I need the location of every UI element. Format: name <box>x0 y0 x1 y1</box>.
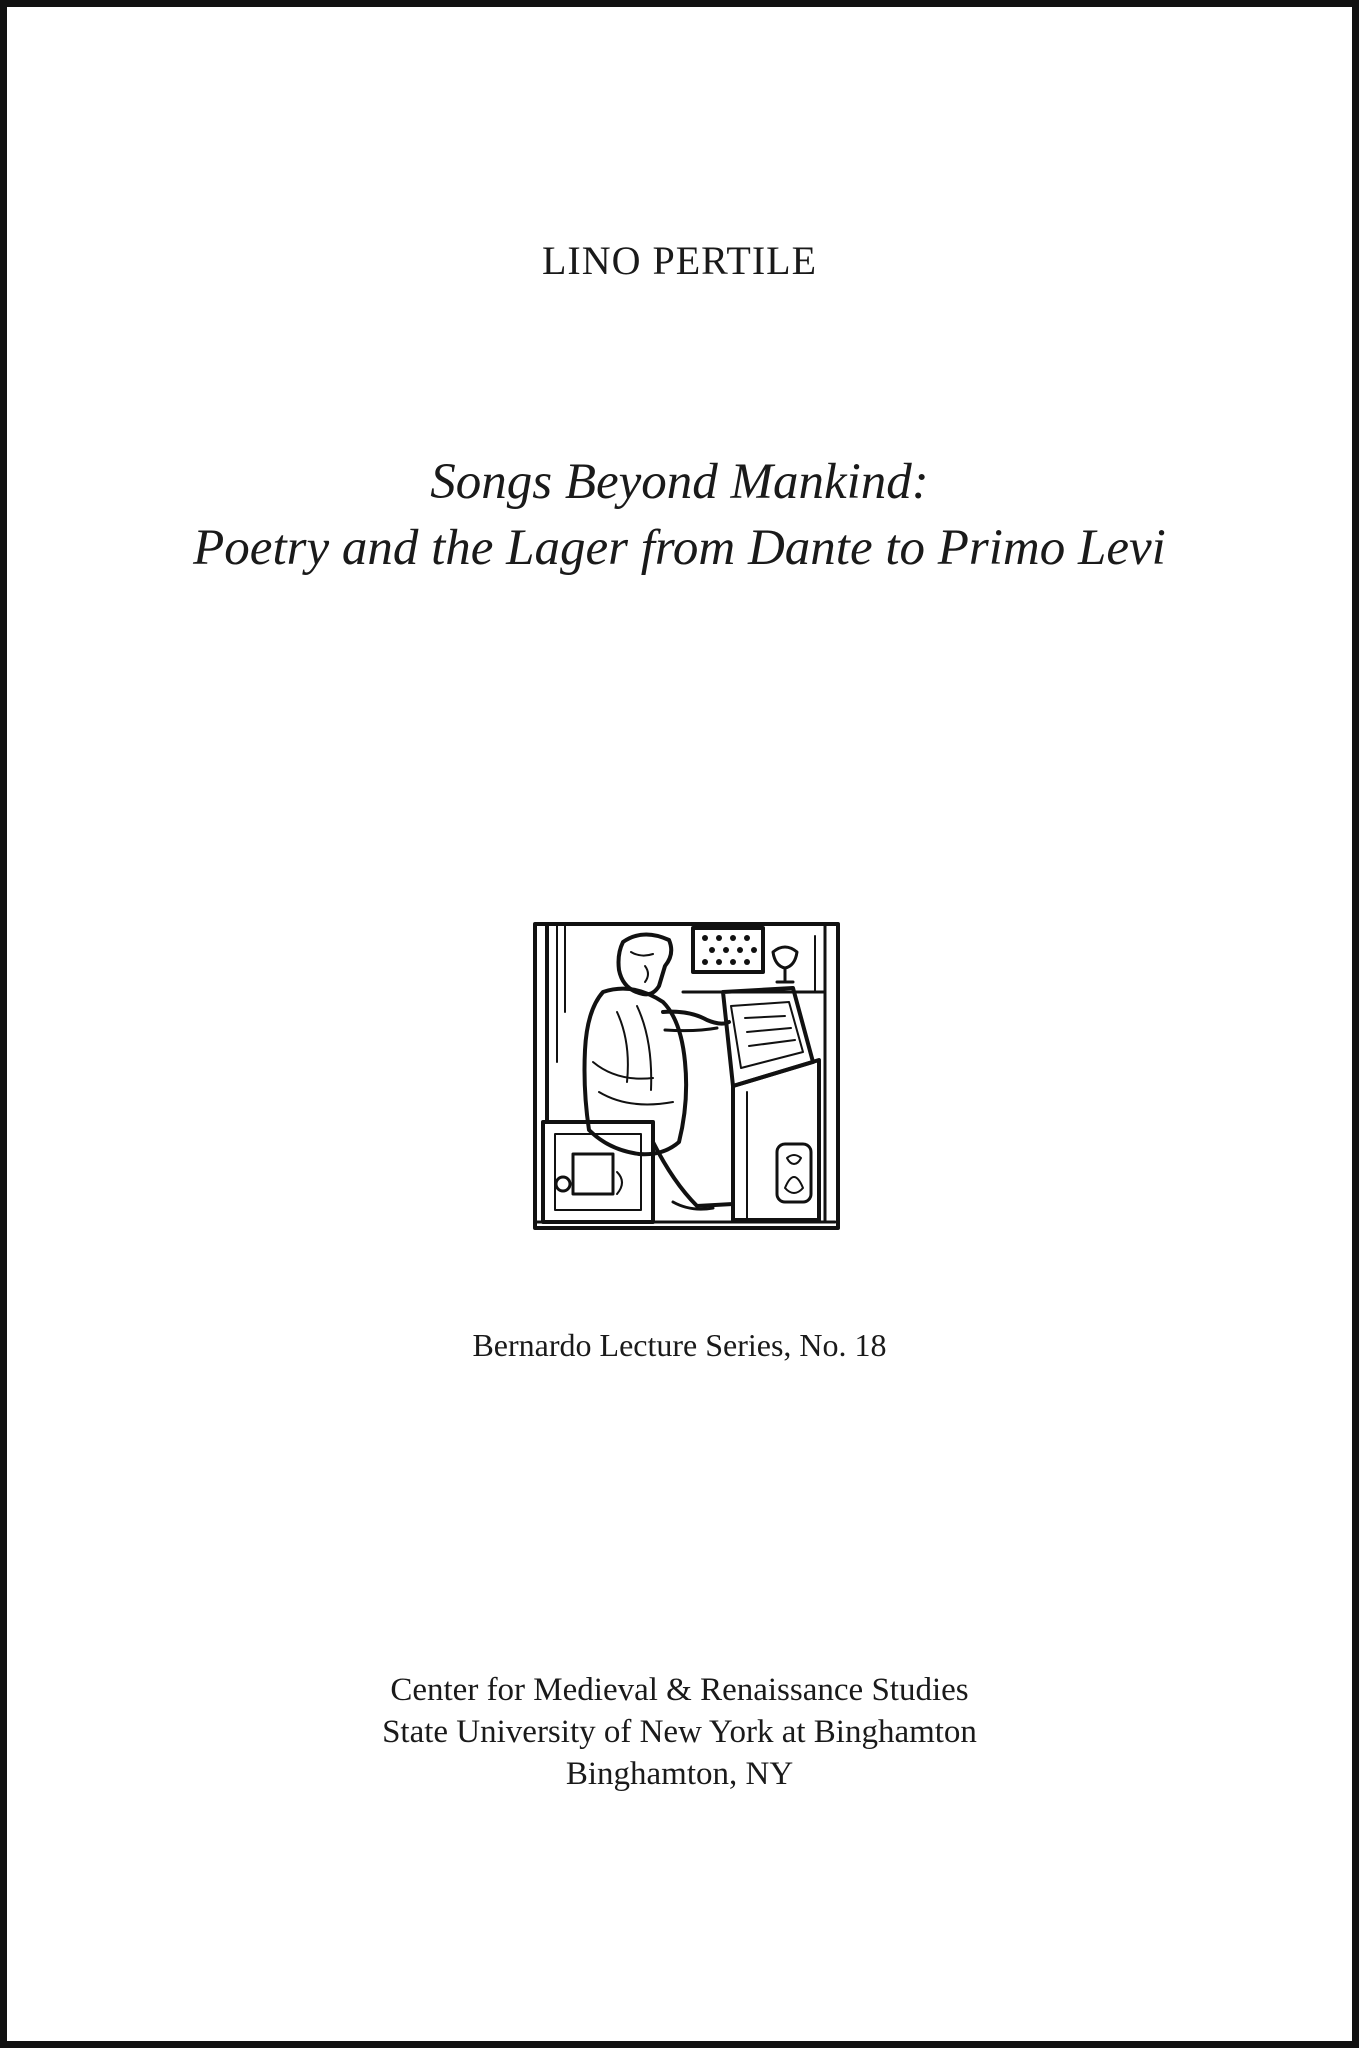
series-label: Bernardo Lecture Series, No. 18 <box>472 1327 887 1363</box>
book-title <box>7 449 1352 581</box>
publisher-line-1: Center for Medieval & Renaissance Studies <box>390 1672 969 1708</box>
publisher-block <box>7 1669 1352 1795</box>
title-line-2: Poetry and the Lager from Dante to Primo Levi <box>193 520 1166 576</box>
publisher-line-2: State University of New York at Binghamton <box>382 1714 977 1750</box>
publisher-line-3: Binghamton, NY <box>565 1756 794 1792</box>
author-name: LINO PERTILE <box>541 238 818 283</box>
title-line-1: Songs Beyond Mankind: <box>430 454 929 510</box>
scholar-at-desk-woodcut-icon <box>533 922 840 1230</box>
